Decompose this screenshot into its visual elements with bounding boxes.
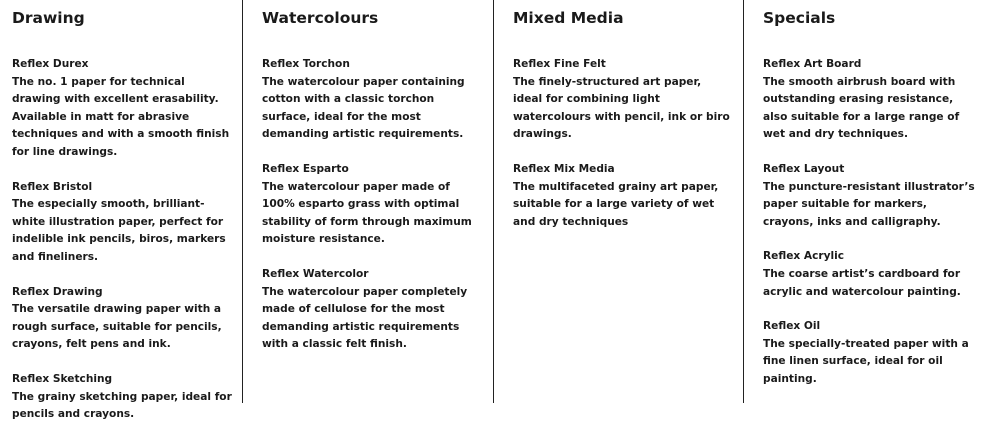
product-description: The finely-structured art paper, ideal for combining light watercolours with pencil, ink or biro drawings. xyxy=(513,75,730,141)
product-description: The grainy sketching paper, ideal for pencils and crayons. xyxy=(12,390,232,421)
product-name: Reflex Durex xyxy=(12,58,89,70)
product-item xyxy=(763,161,975,231)
product-name: Reflex Oil xyxy=(763,320,821,333)
column-drawing xyxy=(0,0,243,421)
product-name: Reflex Bristol xyxy=(12,180,93,193)
column-title: Mixed Media xyxy=(513,9,624,27)
product-name: Reflex Mix Media xyxy=(513,162,615,175)
product-item xyxy=(12,371,232,424)
product-item xyxy=(513,56,733,144)
product-item xyxy=(262,56,483,144)
product-item xyxy=(262,266,483,354)
product-description: The specially-treated paper with a fine linen surface, ideal for oil painting. xyxy=(763,337,969,385)
product-item xyxy=(262,161,483,249)
product-name: Reflex Esparto xyxy=(262,162,349,175)
product-description: The watercolour paper completely made of cellulose for the most demanding artistic requirements with a classic felt finish. xyxy=(262,285,468,351)
column-specials xyxy=(744,0,985,403)
product-description: The multifaceted grainy art paper, suitable for a large variety of wet and dry techniques xyxy=(513,180,719,228)
product-name: Reflex Acrylic xyxy=(763,250,845,263)
product-description: The no. 1 paper for technical drawing with excellent erasability. Available in matt for abrasive techniques and with a smooth finish for line drawings. xyxy=(12,75,230,158)
product-item xyxy=(12,56,232,162)
product-item xyxy=(12,179,232,267)
column-mixed-media xyxy=(494,0,744,403)
product-name: Reflex Watercolor xyxy=(262,267,369,280)
column-title: Watercolours xyxy=(262,9,379,27)
product-name: Reflex Sketching xyxy=(12,372,113,385)
product-name: Reflex Art Board xyxy=(763,58,862,70)
product-description: The coarse artist’s cardboard for acrylic and watercolour painting. xyxy=(763,267,961,298)
product-name: Reflex Drawing xyxy=(12,285,103,298)
product-item xyxy=(763,318,975,388)
product-name: Reflex Torchon xyxy=(262,58,350,70)
column-title: Drawing xyxy=(12,9,85,27)
product-item xyxy=(763,56,975,144)
product-item xyxy=(763,248,975,301)
product-item xyxy=(513,161,733,231)
product-description: The puncture-resistant illustrator’s paper suitable for markers, crayons, inks and calligraphy. xyxy=(763,180,975,228)
column-watercolours xyxy=(243,0,494,403)
product-item xyxy=(12,284,232,354)
product-description: The watercolour paper made of 100% esparto grass with optimal stability of form through maximum moisture resistance. xyxy=(262,180,472,246)
product-name: Reflex Fine Felt xyxy=(513,58,606,70)
column-title: Specials xyxy=(763,9,836,27)
product-name: Reflex Layout xyxy=(763,162,845,175)
product-description: The especially smooth, brilliant-white illustration paper, perfect for indelible ink pencils, biros, markers and fineliners. xyxy=(12,198,226,263)
product-description: The versatile drawing paper with a rough surface, suitable for pencils, crayons, felt pens and ink. xyxy=(12,303,222,351)
product-description: The smooth airbrush board with outstanding erasing resistance, also suitable for a large range of wet and dry techniques. xyxy=(763,75,960,141)
product-description: The watercolour paper containing cotton with a classic torchon surface, ideal for the most demanding artistic requirements. xyxy=(262,75,465,141)
